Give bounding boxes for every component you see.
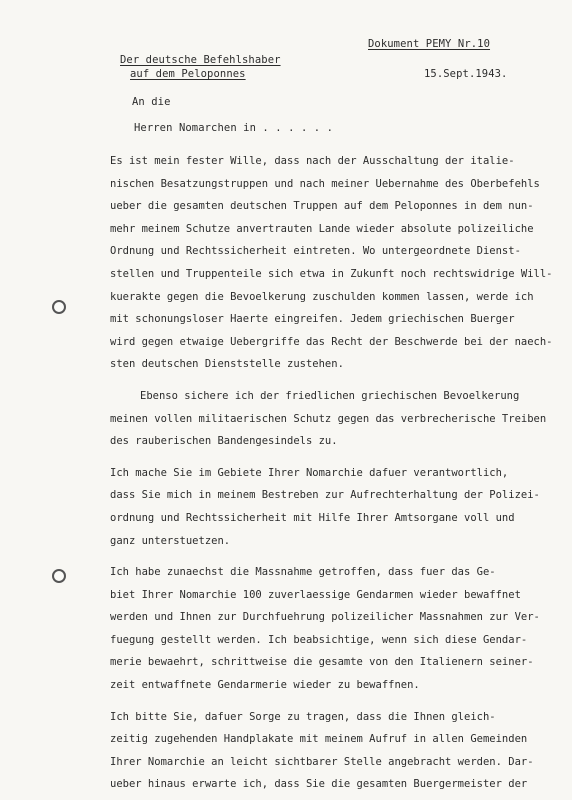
paragraph-5 <box>110 706 555 796</box>
punch-hole-bottom <box>52 569 66 583</box>
text-line: ordnung und Rechtssicherheit mit Hilfe Ihrer Amtsorgane voll und <box>110 511 515 524</box>
text-line: stellen und Truppenteile sich etwa in Zukunft noch rechtswidrige Will- <box>110 267 553 280</box>
letter-body <box>110 150 555 796</box>
text-line: Ich bitte Sie, dafuer Sorge zu tragen, dass die Ihnen gleich- <box>110 710 496 723</box>
address-line-1: An die <box>132 96 171 108</box>
text-line: ueber die gesamten deutschen Truppen auf dem Peloponnes in dem nun- <box>110 200 534 213</box>
text-line: ueber hinaus erwarte ich, dass Sie die gesamten Buergermeister der <box>110 778 528 791</box>
text-line: wird gegen etwaige Uebergriffe das Recht der Beschwerde bei der naech- <box>110 335 553 348</box>
text-line: Ihrer Nomarchie an leicht sichtbarer Stelle angebracht werden. Dar- <box>110 755 534 768</box>
text-line: mit schonungsloser Haerte eingreifen. Jedem griechischen Buerger <box>110 313 515 326</box>
text-line: des rauberischen Bandengesindels zu. <box>110 435 338 448</box>
text-line: merie bewaehrt, schrittweise die gesamte von den Italienern seiner- <box>110 656 534 669</box>
text-line: werden und Ihnen zur Durchfuehrung polizeilicher Massnahmen zur Ver- <box>110 611 540 624</box>
document-reference: Dokument PEMY Nr.10 <box>368 38 491 50</box>
sender-line-2: auf dem Peloponnes <box>130 68 246 80</box>
text-line: Ich habe zunaechst die Massnahme getroffen, dass fuer das Ge- <box>110 566 496 579</box>
text-line: Ich mache Sie im Gebiete Ihrer Nomarchie dafuer verantwortlich, <box>110 466 509 479</box>
text-line: Ebenso sichere ich der friedlichen griechischen Bevoelkerung <box>140 389 520 402</box>
text-line: zeitig zugehenden Handplakate mit meinem Aufruf in allen Gemeinden <box>110 733 528 746</box>
text-line: dass Sie mich in meinem Bestreben zur Aufrechterhaltung der Polizei- <box>110 489 540 502</box>
text-line: fuegung gestellt werden. Ich beabsichtige, wenn sich diese Gendar- <box>110 633 528 646</box>
sender-line-1: Der deutsche Befehlshaber <box>120 54 281 66</box>
text-line: biet Ihrer Nomarchie 100 zuverlaessige Gendarmen wieder bewaffnet <box>110 588 521 601</box>
paragraph-4 <box>110 561 555 697</box>
text-line: zeit entwaffnete Gendarmerie wieder zu bewaffnen. <box>110 679 420 692</box>
paragraph-3 <box>110 462 555 552</box>
address-line-2: Herren Nomarchen in . . . . . . <box>134 122 334 134</box>
document-date: 15.Sept.1943. <box>424 68 508 80</box>
text-line: meinen vollen militaerischen Schutz gegen das verbrecherische Treiben <box>110 412 547 425</box>
punch-hole-top <box>52 300 66 314</box>
text-line: Es ist mein fester Wille, dass nach der Ausschaltung der italie- <box>110 155 515 167</box>
paragraph-1 <box>110 150 555 376</box>
text-line: Ordnung und Rechtssicherheit eintreten. Wo untergeordnete Dienst- <box>110 245 521 258</box>
paragraph-2 <box>110 385 555 453</box>
text-line: kuerakte gegen die Bevoelkerung zuschulden kommen lassen, werde ich <box>110 290 534 303</box>
text-line: nischen Besatzungstruppen und nach meiner Uebernahme des Oberbefehls <box>110 177 540 190</box>
text-line: sten deutschen Dienststelle zustehen. <box>110 358 344 371</box>
text-line: mehr meinem Schutze anvertrauten Lande wieder absolute polizeiliche <box>110 222 534 235</box>
text-line: ganz unterstuetzen. <box>110 534 231 547</box>
